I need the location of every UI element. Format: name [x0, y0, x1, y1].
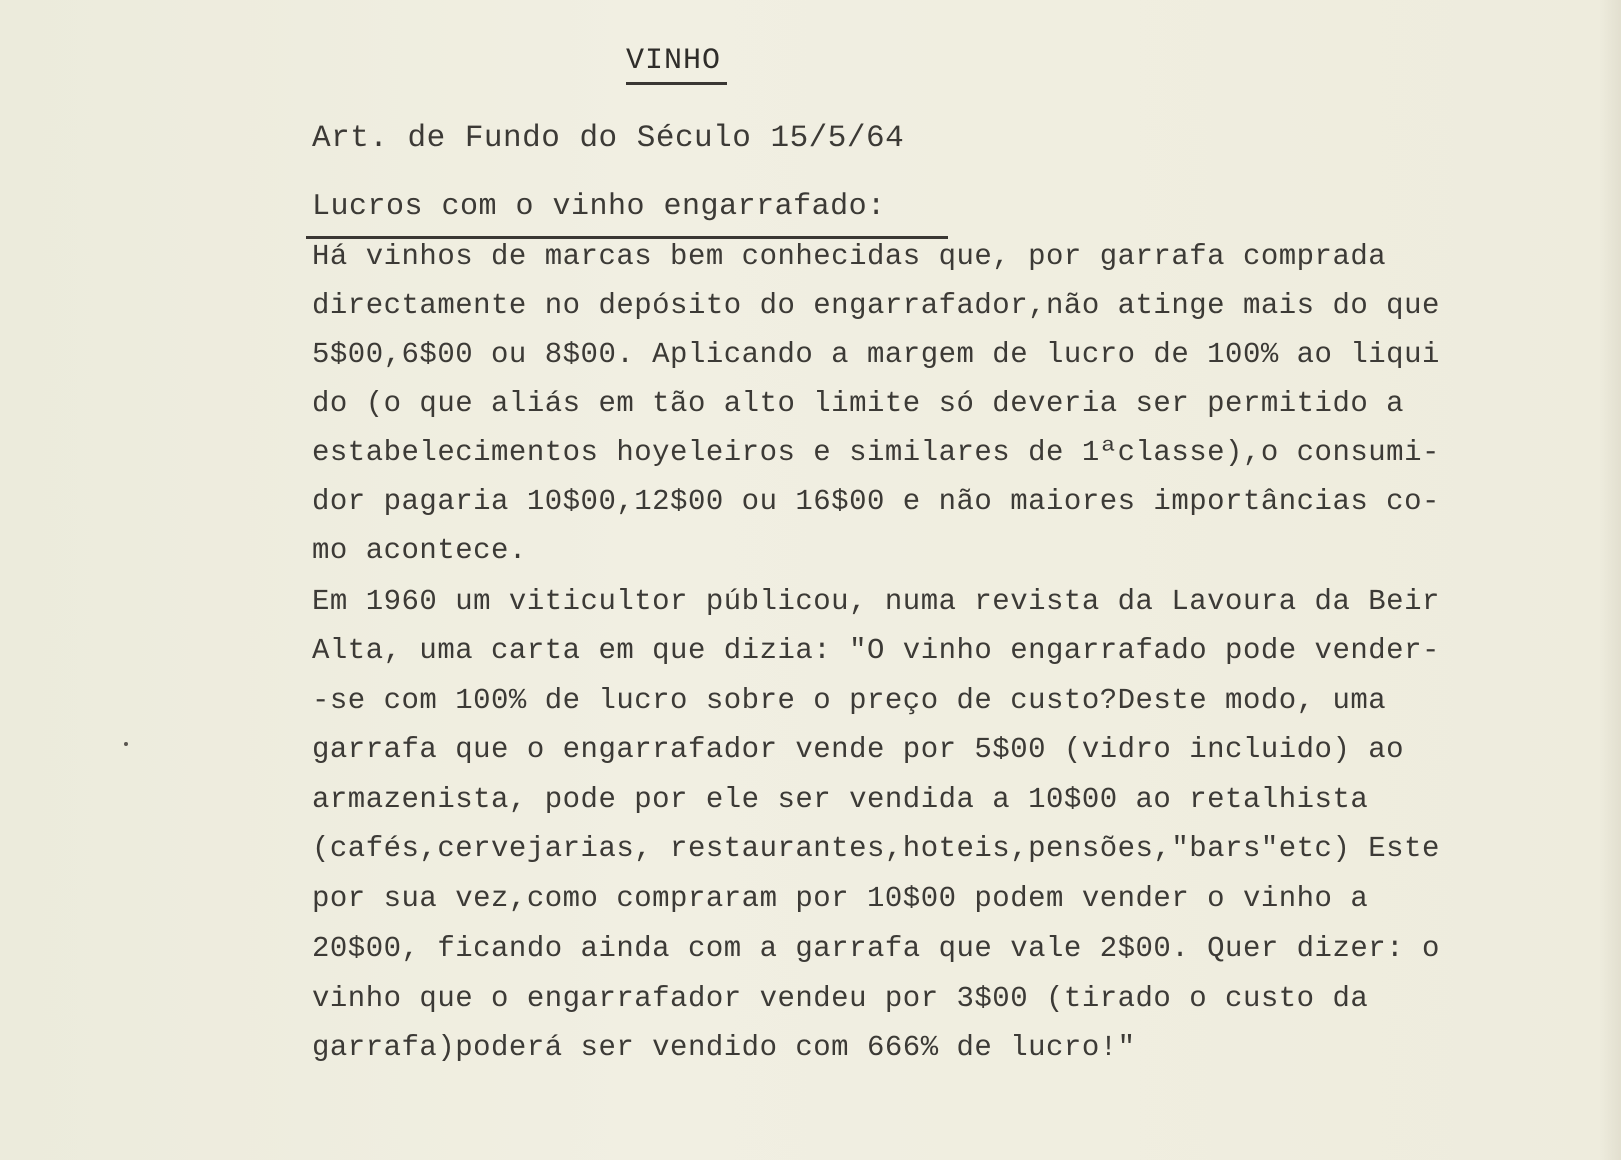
body-line: vinho que o engarrafador vendeu por 3$00 (tirado o custo da	[312, 982, 1369, 1015]
body-line: directamente no depósito do engarrafador,não atinge mais do que	[312, 289, 1440, 322]
body-line: mo acontece.	[312, 534, 527, 567]
body-line: Em 1960 um viticultor públicou, numa revista da Lavoura da Beir	[312, 585, 1440, 618]
body-line: Alta, uma carta em que dizia: "O vinho engarrafado pode vender-	[312, 634, 1440, 667]
paper-speck	[124, 742, 128, 746]
body-line: armazenista, pode por ele ser vendida a 10$00 ao retalhista	[312, 783, 1369, 816]
section-heading: Lucros com o vinho engarrafado:	[312, 190, 886, 224]
body-line: estabelecimentos hoyeleiros e similares de 1ªclasse),o consumi-	[312, 436, 1440, 469]
source-reference: Art. de Fundo do Século 15/5/64	[312, 121, 905, 156]
body-line: garrafa)poderá ser vendido com 666% de lucro!"	[312, 1031, 1136, 1064]
body-line: 5$00,6$00 ou 8$00. Aplicando a margem de lucro de 100% ao liqui	[312, 338, 1440, 371]
page-edge-shadow	[1599, 0, 1621, 1160]
body-line: garrafa que o engarrafador vende por 5$00 (vidro incluido) ao	[312, 733, 1405, 766]
document-title: VINHO	[626, 44, 727, 85]
body-line: Há vinhos de marcas bem conhecidas que, por garrafa comprada	[312, 240, 1387, 273]
heading-underline	[306, 236, 948, 239]
body-line: -se com 100% de lucro sobre o preço de custo?Deste modo, uma	[312, 684, 1387, 717]
body-line: do (o que aliás em tão alto limite só deveria ser permitido a	[312, 387, 1405, 420]
body-line: 20$00, ficando ainda com a garrafa que vale 2$00. Quer dizer: o	[312, 932, 1440, 965]
body-line: por sua vez,como compraram por 10$00 podem vender o vinho a	[312, 882, 1369, 915]
body-line: (cafés,cervejarias, restaurantes,hoteis,pensões,"bars"etc) Este	[312, 832, 1440, 865]
body-line: dor pagaria 10$00,12$00 ou 16$00 e não maiores importâncias co-	[312, 485, 1440, 518]
